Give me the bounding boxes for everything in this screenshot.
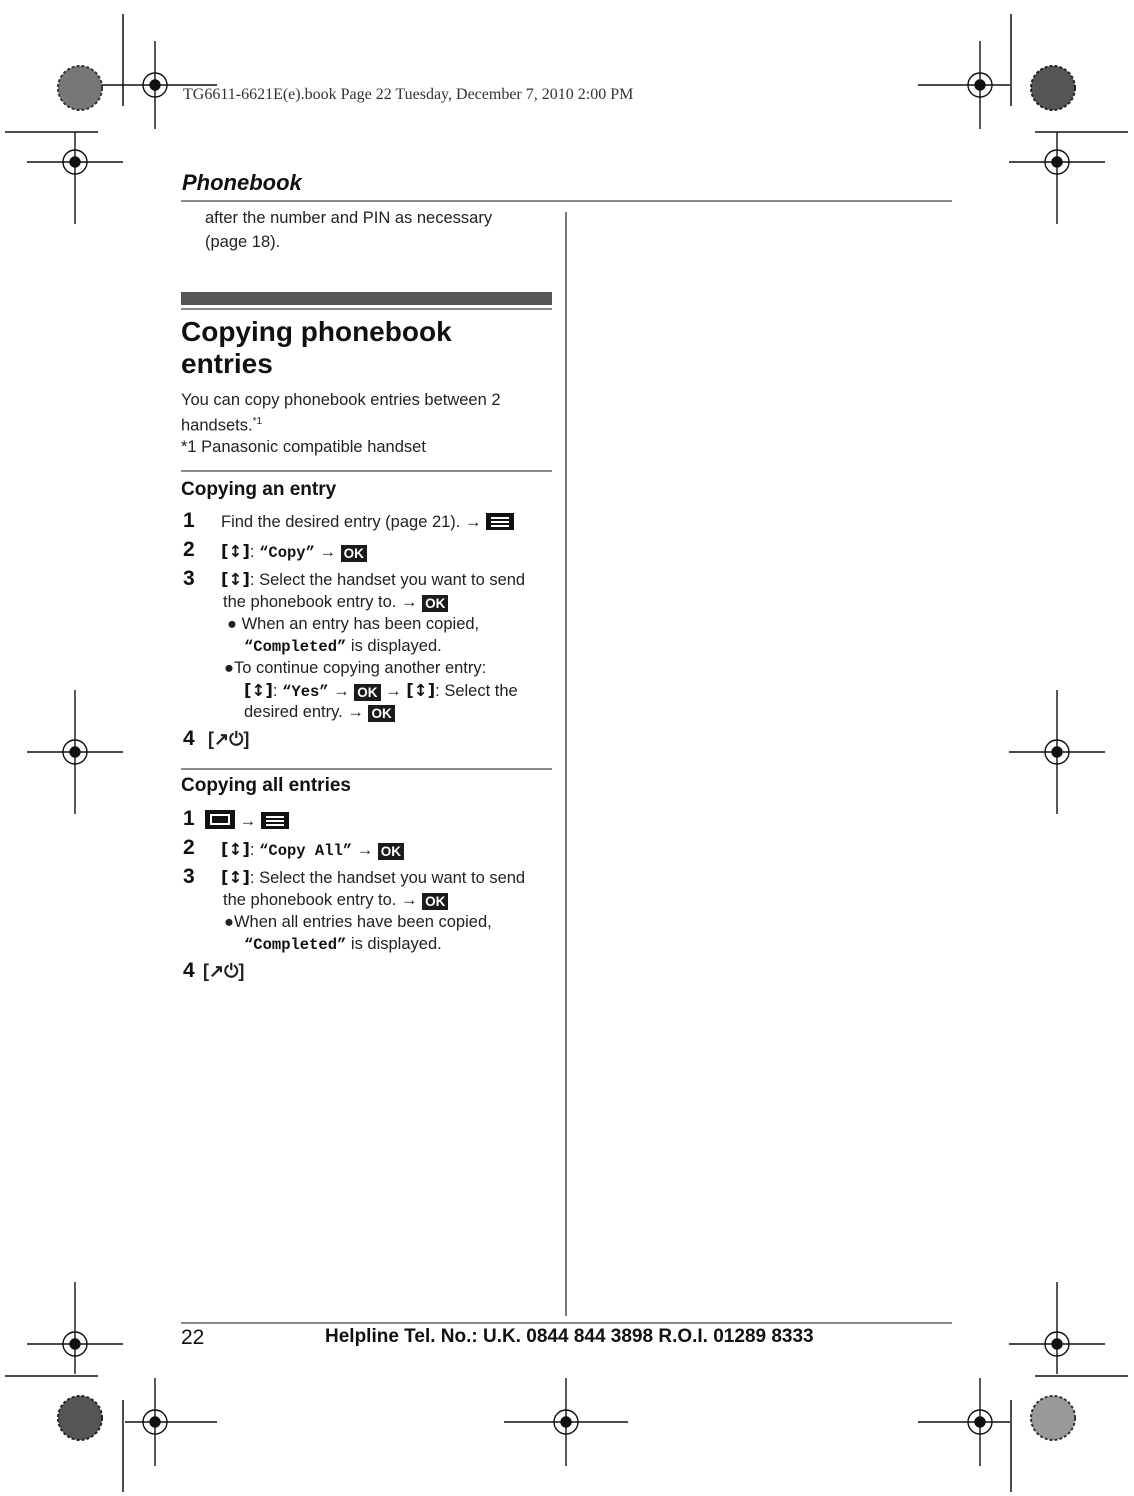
column-divider (565, 212, 567, 1316)
step-number: 3 (183, 567, 195, 590)
step-number: 1 (183, 509, 195, 532)
intro-line: after the number and PIN as necessary (205, 209, 493, 227)
step-text (223, 891, 448, 910)
description-line (181, 411, 556, 437)
menu-icon (261, 812, 289, 829)
subsection-heading: Copying an entry (181, 479, 337, 500)
footer-rule (181, 1322, 952, 1324)
bullet-item (244, 637, 442, 656)
step-text (221, 868, 525, 888)
subsection-rule (181, 470, 552, 472)
updown-icon: [↕] (221, 542, 250, 561)
bullet-item: ● When an entry has been copied, (227, 615, 480, 633)
bullet-item: ●To continue copying another entry: (224, 659, 487, 677)
step-number: 4 (183, 959, 195, 982)
description-line: You can copy phonebook entries between 2 (181, 391, 501, 409)
ok-key: OK (422, 893, 448, 910)
bullet-item (244, 703, 395, 722)
arrow-icon: → (319, 543, 336, 561)
step-instruction: the phonebook entry to. (223, 891, 397, 909)
menu-option: “Copy All” (259, 842, 353, 860)
ok-key: OK (422, 595, 448, 612)
step-number: 3 (183, 865, 195, 888)
bullet-item: ●When all entries have been copied, (224, 913, 492, 931)
arrow-icon: → (464, 513, 482, 531)
description (181, 390, 556, 458)
arrow-icon: → (239, 812, 257, 830)
page-title (181, 316, 452, 380)
off-icon: [↗⏻] (203, 961, 245, 981)
ok-key: OK (341, 545, 367, 562)
step-instruction: : Select the handset you want to send (249, 869, 526, 887)
updown-icon: [↕] (221, 570, 250, 589)
bullet-item (244, 935, 442, 954)
arrow-icon: → (400, 593, 418, 611)
menu-option: “Yes” (282, 683, 329, 701)
footnote-ref: *1 (252, 416, 263, 427)
helpline-text: Helpline Tel. No.: U.K. 0844 844 3898 R.O.I. 01289 8333 (325, 1326, 814, 1347)
step-text: [↕]: “Copy All” → OK (221, 840, 404, 860)
arrow-icon: → (385, 682, 402, 700)
bullet-item: [↕]: “Yes” → OK → [↕]: Select the (244, 681, 518, 701)
step-instruction: : Select the handset you want to send (249, 571, 526, 589)
off-icon: [↗⏻] (208, 729, 250, 749)
title-line: Copying phonebook (181, 316, 452, 347)
intro-line: (page 18). (205, 233, 281, 251)
bullet-text: desired entry. (244, 703, 343, 721)
bullet-text: When an entry has been copied, (241, 615, 480, 633)
menu-option: “Copy” (259, 544, 315, 562)
phonebook-icon (205, 810, 235, 829)
ok-key: OK (354, 684, 380, 701)
bullet-text: : Select the (435, 682, 518, 700)
subsection-heading: Copying all entries (181, 775, 351, 796)
ok-key: OK (378, 843, 404, 860)
header-rule (181, 200, 952, 202)
bullet-text: is displayed. (346, 935, 442, 953)
print-header: TG6611-6621E(e).book Page 22 Tuesday, December 7, 2010 2:00 PM (183, 86, 634, 103)
section-bar-rule (181, 308, 552, 310)
intro-text (205, 206, 550, 254)
step-text (221, 513, 514, 532)
updown-icon: [↕] (221, 840, 250, 859)
step-number: 2 (183, 836, 195, 859)
status-value: “Completed” (244, 638, 347, 656)
section-bar (181, 292, 552, 305)
bullet-text: To continue copying another entry: (233, 659, 487, 677)
status-value: “Completed” (244, 936, 347, 954)
arrow-icon: → (356, 841, 374, 859)
step-number: 4 (183, 727, 195, 750)
step-number: 1 (183, 807, 195, 830)
subsection-rule (181, 768, 552, 770)
section-label: Phonebook (182, 170, 302, 195)
ok-key: OK (368, 705, 394, 722)
step-instruction: Find the desired entry (page 21). (221, 513, 461, 531)
step-text (223, 593, 448, 612)
step-text (221, 570, 525, 590)
title-line: entries (181, 348, 273, 379)
arrow-icon: → (333, 682, 350, 700)
menu-icon (486, 513, 514, 530)
updown-icon: [↕] (221, 868, 250, 887)
updown-icon: [↕] (406, 681, 436, 700)
step-text (205, 810, 289, 831)
updown-icon: [↕] (244, 681, 273, 700)
page-number: 22 (181, 1326, 205, 1349)
arrow-icon: → (347, 703, 364, 721)
step-instruction: the phonebook entry to. (223, 593, 397, 611)
footnote: *1 Panasonic compatible handset (181, 437, 426, 456)
step-number: 2 (183, 538, 195, 561)
bullet-text: When all entries have been copied, (233, 913, 492, 931)
arrow-icon: → (400, 891, 418, 909)
step-text: [↕]: “Copy” → OK (221, 542, 367, 562)
bullet-text: is displayed. (346, 637, 442, 655)
description-text: handsets. (181, 416, 253, 435)
